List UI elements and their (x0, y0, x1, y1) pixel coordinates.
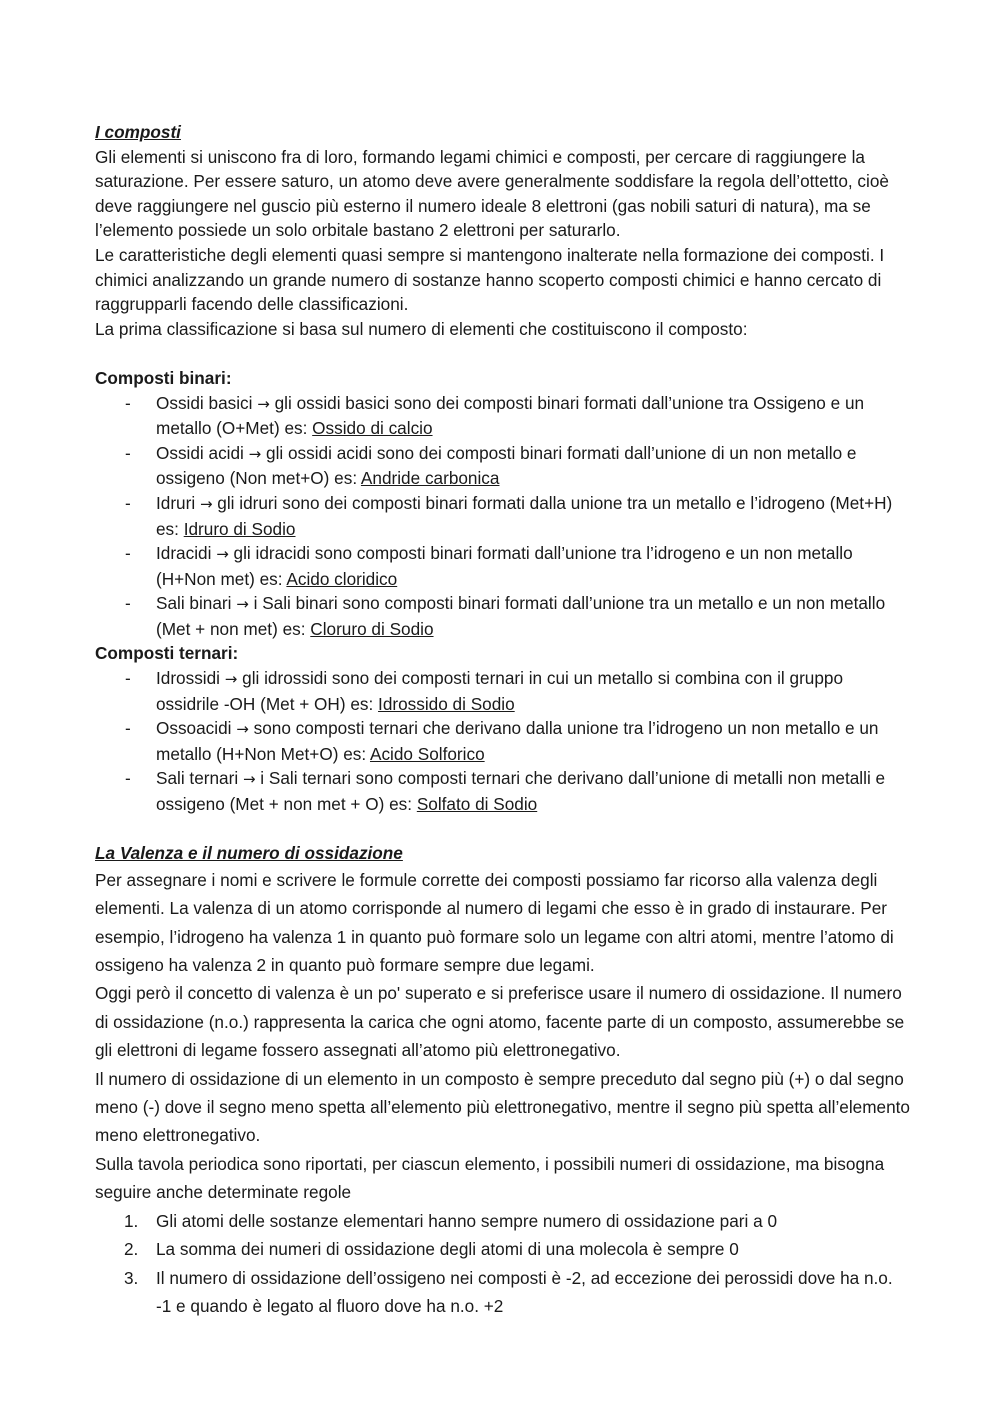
list-item (95, 1207, 910, 1235)
arrow-icon: → (257, 394, 270, 413)
item-text: gli ossidi acidi sono dei composti binari formati dall’unione di un non metallo e ossigeno (Non met+O) es: (156, 442, 857, 489)
paragraph: Gli elementi si uniscono fra di loro, formando legami chimici e composti, per cercare di raggiungere la saturazione. Per essere saturo, un atomo deve avere generalmente soddisfare la regola dell’ottetto, cioè deve raggiungere nel guscio più esterno il numero ideale 8 elettroni (gas nobili saturi di natura), ma se l’elemento possiede un solo orbitale bastano 2 elettroni per saturarlo. (95, 146, 889, 241)
spacer (95, 341, 910, 366)
list-marker: - (125, 392, 131, 413)
spacer (95, 817, 910, 842)
arrow-icon: → (236, 595, 249, 614)
rule-text: Il numero di ossidazione dell’ossigeno nei composti è -2, ad eccezione dei perossidi dove ha n.o. -1 e quando è legato al fluoro dove ha n.o. +2 (156, 1267, 893, 1316)
item-example: Idrossido di Sodio (378, 693, 515, 714)
rules-list (95, 1207, 910, 1321)
section-title-valenza: La Valenza e il numero di ossidazione (95, 843, 403, 864)
item-example: Ossido di calcio (312, 418, 433, 439)
arrow-icon: → (242, 770, 256, 789)
rule-text: Gli atomi delle sostanze elementari hanno sempre numero di ossidazione pari a 0 (156, 1210, 777, 1231)
item-text: gli ossidi basici sono dei composti binari formati dall’unione tra Ossigeno e un metallo (O+Met) es: (156, 392, 865, 439)
item-text: i Sali binari sono composti binari formati dall’unione tra un metallo e un non metallo (Met + non met) es: (156, 593, 886, 639)
list-composti-binari (95, 391, 910, 642)
rule-text: La somma dei numeri di ossidazione degli atomi di una molecola è sempre 0 (156, 1239, 739, 1260)
list-item (95, 1264, 910, 1321)
item-text: i Sali ternari sono composti ternari che derivano dall’unione di metalli non metalli e ossigeno (Met + non met + O) es: (156, 768, 886, 815)
arrow-icon: → (216, 545, 229, 564)
arrow-icon: → (236, 720, 249, 739)
paragraph: Per assegnare i nomi e scrivere le formule corrette dei composti possiamo far ricorso alla valenza degli elementi. La valenza di un atomo corrisponde al numero di legami che esso è in grado di instaurare. Per esempio, l’idrogeno ha valenza 1 in quanto può formare solo un legame con altri atomi, mentre l’atomo di ossigeno ha valenza 2 in quanto può formare sempre due legami. (95, 869, 894, 976)
item-text: sono composti ternari che derivano dalla unione tra l’idrogeno un non metallo e un metallo (H+Non Met+O) es: (156, 718, 879, 764)
list-marker: - (125, 492, 131, 513)
item-example: Acido cloridico (286, 568, 398, 589)
item-name: Sali binari (156, 593, 232, 614)
section-title-composti: I composti (95, 122, 181, 142)
item-text: gli idracidi sono composti binari formati dall’unione tra l’idrogeno e un non metallo (H+Non met) es: (156, 543, 853, 589)
heading-composti-ternari: Composti ternari: (95, 643, 239, 664)
section-valenza-body (95, 866, 910, 1321)
item-text: gli idruri sono dei composti binari formati dalla unione tra un metallo e l’idrogeno (Met+H) es: (156, 492, 893, 539)
item-name: Idracidi (156, 543, 212, 564)
item-example: Acido Solforico (369, 743, 485, 764)
list-marker: 3. (124, 1267, 139, 1288)
list-marker: - (125, 543, 131, 564)
list-marker: 1. (124, 1210, 139, 1231)
arrow-icon: → (248, 444, 262, 463)
arrow-icon: → (224, 670, 238, 689)
list-composti-ternari (95, 666, 910, 817)
list-item (95, 591, 910, 641)
list-item (95, 666, 910, 716)
item-example: Idruro di Sodio (183, 518, 296, 539)
list-marker: 2. (124, 1239, 139, 1260)
item-example: Andride carbonica (360, 468, 500, 489)
item-text: gli idrossidi sono dei composti ternari in cui un metallo si combina con il gruppo ossidrile -OH (Met + OH) es: (156, 668, 844, 714)
list-item (95, 1235, 910, 1263)
list-item (95, 491, 910, 541)
list-item (95, 766, 910, 816)
list-marker: - (125, 593, 131, 614)
list-marker: - (125, 668, 131, 689)
item-name: Idruri (156, 492, 196, 513)
item-example: Solfato di Sodio (416, 794, 538, 815)
list-item (95, 391, 910, 441)
list-marker: - (125, 768, 131, 789)
list-marker: - (125, 718, 131, 739)
arrow-icon: → (199, 494, 213, 513)
item-name: Idrossidi (156, 668, 220, 689)
heading-composti-binari: Composti binari: (95, 367, 232, 388)
item-name: Sali ternari (156, 768, 239, 789)
list-marker: - (125, 442, 131, 463)
list-item (95, 441, 910, 491)
paragraph: La prima classificazione si basa sul numero di elementi che costituiscono il composto: (95, 318, 748, 339)
paragraph: Le caratteristiche degli elementi quasi sempre si mantengono inalterate nella formazione dei composti. I chimici analizzando un grande numero di sostanze hanno scoperto composti chimici e hanno cercato di raggrupparli facendo delle classificazioni. (95, 244, 885, 315)
paragraph: Oggi però il concetto di valenza è un po' superato e si preferisce usare il numero di ossidazione. Il numero di ossidazione (n.o.) rappresenta la carica che ogni atomo, facente parte di un composto, assumerebbe se gli elettroni di legame fossero assegnati all’atomo più elettronegativo. (95, 983, 905, 1061)
list-item (95, 541, 910, 591)
paragraph: Sulla tavola periodica sono riportati, per ciascun elemento, i possibili numeri di ossidazione, ma bisogna seguire anche determinate regole (95, 1153, 885, 1203)
item-name: Ossoacidi (156, 718, 232, 739)
list-item (95, 716, 910, 766)
paragraph: Il numero di ossidazione di un elemento in un composto è sempre preceduto dal segno più (+) o dal segno meno (-) dove il segno meno spetta all’elemento più elettronegativo, mentre il segno più spetta all’elemento meno elettronegativo. (95, 1068, 910, 1146)
item-name: Ossidi acidi (156, 442, 244, 463)
item-example: Cloruro di Sodio (310, 618, 434, 639)
document-page (95, 120, 910, 1320)
item-name: Ossidi basici (156, 392, 253, 413)
